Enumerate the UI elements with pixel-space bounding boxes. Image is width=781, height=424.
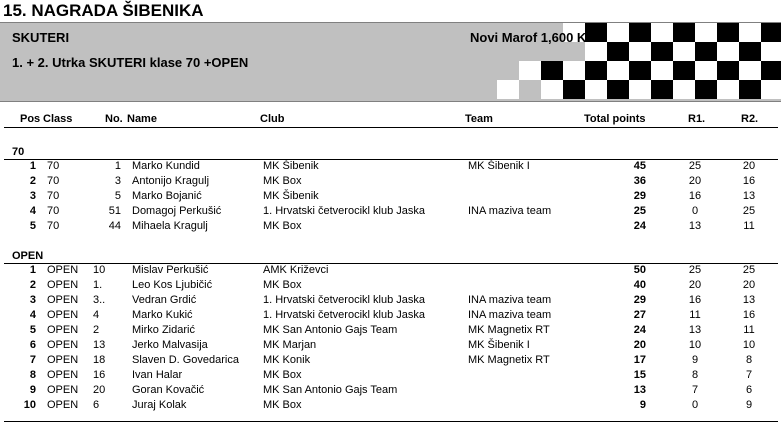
cell-r2: 11 (743, 324, 755, 336)
cell-name: Domagoj Perkušić (132, 205, 222, 217)
header-club: Club (260, 113, 285, 125)
cell-r1: 10 (688, 339, 702, 351)
table-row (0, 309, 781, 324)
cell-r1: 7 (691, 384, 699, 396)
race-banner (0, 22, 781, 102)
table-row (0, 324, 781, 339)
cell-no: 4 (93, 309, 100, 321)
cell-class: OPEN (47, 354, 79, 366)
cell-class: OPEN (47, 384, 79, 396)
cell-pos: 9 (29, 384, 36, 396)
flag-square (673, 80, 695, 99)
cell-r2: 8 (745, 354, 753, 366)
cell-team: MK Magnetix RT (468, 354, 550, 366)
cell-club: MK Box (263, 220, 302, 232)
flag-square (739, 80, 761, 99)
cell-club: 1. Hrvatski četverocikl klub Jaska (263, 205, 425, 217)
cell-pos: 2 (29, 279, 36, 291)
cell-r1: 16 (688, 294, 702, 306)
flag-square (541, 61, 563, 80)
flag-square (673, 23, 695, 42)
cell-total-points: 36 (633, 175, 646, 187)
cell-no: 51 (108, 205, 121, 217)
cell-pos: 3 (29, 190, 36, 202)
flag-square (651, 23, 673, 42)
category-label: SKUTERI (12, 30, 70, 45)
cell-club: AMK Križevci (263, 264, 329, 276)
flag-square (519, 80, 541, 99)
flag-square (739, 42, 761, 61)
cell-pos: 7 (29, 354, 36, 366)
cell-club: MK Box (263, 175, 302, 187)
cell-team: MK Šibenik I (468, 339, 530, 351)
venue-label: Novi Marof 1,600 Km (470, 30, 598, 45)
flag-square (695, 23, 717, 42)
flag-square (629, 80, 651, 99)
cell-r2: 20 (742, 279, 756, 291)
cell-total-points: 25 (633, 205, 646, 217)
table-row (0, 205, 781, 220)
cell-r2: 6 (745, 384, 753, 396)
header-no: No. (105, 113, 123, 125)
cell-class: OPEN (47, 294, 79, 306)
table-row (0, 399, 781, 414)
cell-pos: 6 (29, 339, 36, 351)
cell-no: 44 (108, 220, 121, 232)
cell-r1: 13 (688, 220, 702, 232)
table-row (0, 175, 781, 190)
cell-r2: 16 (742, 175, 756, 187)
table-row (0, 294, 781, 309)
cell-name: Marko Kukić (132, 309, 193, 321)
flag-square (629, 61, 651, 80)
cell-pos: 5 (29, 220, 36, 232)
cell-class: OPEN (47, 324, 79, 336)
cell-pos: 5 (29, 324, 36, 336)
cell-name: Antonijo Kragulj (132, 175, 210, 187)
cell-pos: 3 (29, 294, 36, 306)
cell-pos: 2 (29, 175, 36, 187)
cell-pos: 4 (29, 205, 36, 217)
cell-r1: 25 (688, 160, 702, 172)
header-total-points: Total points (584, 113, 646, 125)
cell-class: OPEN (47, 264, 79, 276)
header-team: Team (465, 113, 493, 125)
flag-square (695, 42, 717, 61)
cell-r2: 7 (745, 369, 753, 381)
page-title: 15. NAGRADA ŠIBENIKA (3, 1, 204, 20)
table-row (0, 279, 781, 294)
cell-no: 16 (93, 369, 106, 381)
flag-square (739, 23, 761, 42)
cell-club: MK Marjan (263, 339, 317, 351)
cell-name: Mirko Zidarić (132, 324, 195, 336)
cell-class: OPEN (47, 279, 79, 291)
cell-club: MK Konik (263, 354, 311, 366)
header-name: Name (127, 113, 157, 125)
cell-total-points: 20 (633, 339, 646, 351)
flag-square (717, 23, 739, 42)
cell-r1: 20 (688, 279, 702, 291)
flag-square (761, 23, 781, 42)
cell-pos: 1 (29, 160, 36, 172)
cell-total-points: 13 (633, 384, 646, 396)
flag-square (651, 42, 673, 61)
cell-club: MK Šibenik (263, 160, 319, 172)
cell-team: INA maziva team (468, 205, 552, 217)
header-pos: Pos (20, 113, 41, 125)
cell-class: 70 (47, 205, 60, 217)
cell-name: Vedran Grdić (132, 294, 197, 306)
cell-team: INA maziva team (468, 309, 552, 321)
cell-class: 70 (47, 175, 60, 187)
cell-club: MK Šibenik (263, 190, 319, 202)
header-class: Class (43, 113, 73, 125)
cell-r2: 13 (742, 294, 756, 306)
cell-club: MK Box (263, 399, 302, 411)
cell-club: MK San Antonio Gajs Team (263, 324, 398, 336)
cell-r2: 9 (745, 399, 753, 411)
flag-square (673, 61, 695, 80)
cell-no: 3.. (93, 294, 106, 306)
flag-square (563, 80, 585, 99)
cell-r2: 20 (742, 160, 756, 172)
cell-r2: 10 (742, 339, 756, 351)
table-bottom-divider (4, 421, 778, 422)
cell-no: 3 (114, 175, 121, 187)
cell-class: 70 (47, 220, 60, 232)
cell-total-points: 27 (633, 309, 646, 321)
header-divider (4, 127, 778, 128)
cell-no: 2 (93, 324, 100, 336)
table-row (0, 264, 781, 279)
table-row (0, 160, 781, 175)
cell-club: MK San Antonio Gajs Team (263, 384, 398, 396)
table-row (0, 339, 781, 354)
cell-total-points: 29 (633, 294, 646, 306)
cell-r1: 25 (688, 264, 702, 276)
cell-club: 1. Hrvatski četverocikl klub Jaska (263, 309, 425, 321)
cell-name: Mihaela Kragulj (132, 220, 208, 232)
flag-square (761, 42, 781, 61)
header-r2: R2. (741, 113, 759, 125)
flag-square (673, 42, 695, 61)
cell-class: OPEN (47, 399, 79, 411)
flag-square (717, 42, 739, 61)
cell-no: 1 (114, 160, 121, 172)
cell-name: Jerko Malvasija (132, 339, 208, 351)
cell-class: 70 (47, 190, 60, 202)
cell-team: MK Šibenik I (468, 160, 530, 172)
flag-square (607, 42, 629, 61)
cell-no: 6 (93, 399, 100, 411)
table-row (0, 369, 781, 384)
cell-name: Slaven D. Govedarica (132, 354, 239, 366)
flag-square (563, 61, 585, 80)
flag-square (497, 80, 519, 99)
race-label: 1. + 2. Utrka SKUTERI klase 70 +OPEN (12, 55, 249, 70)
cell-team: MK Magnetix RT (468, 324, 550, 336)
cell-total-points: 50 (633, 264, 646, 276)
table-row (0, 384, 781, 399)
flag-square (629, 23, 651, 42)
cell-r1: 8 (691, 369, 699, 381)
cell-class: 70 (47, 160, 60, 172)
cell-r2: 16 (742, 309, 756, 321)
cell-total-points: 17 (633, 354, 646, 366)
cell-club: MK Box (263, 369, 302, 381)
cell-total-points: 15 (633, 369, 646, 381)
flag-square (739, 61, 761, 80)
cell-pos: 8 (29, 369, 36, 381)
flag-square (607, 80, 629, 99)
cell-pos: 1 (29, 264, 36, 276)
cell-no: 5 (114, 190, 121, 202)
cell-class: OPEN (47, 309, 79, 321)
table-row (0, 190, 781, 205)
flag-square (585, 80, 607, 99)
table-row (0, 220, 781, 235)
cell-no: 20 (93, 384, 106, 396)
cell-r1: 11 (689, 309, 701, 321)
flag-square (629, 42, 651, 61)
flag-square (497, 61, 519, 80)
cell-no: 18 (93, 354, 106, 366)
cell-r2: 25 (742, 264, 756, 276)
flag-square (607, 61, 629, 80)
cell-total-points: 45 (633, 160, 646, 172)
cell-name: Leo Kos Ljubičić (132, 279, 213, 291)
cell-club: 1. Hrvatski četverocikl klub Jaska (263, 294, 425, 306)
cell-pos: 10 (23, 399, 36, 411)
flag-square (607, 23, 629, 42)
cell-name: Goran Kovačić (132, 384, 205, 396)
section-label: OPEN (12, 250, 44, 262)
cell-total-points: 9 (639, 399, 646, 411)
cell-r1: 0 (691, 399, 699, 411)
cell-r2: 25 (742, 205, 756, 217)
section-label: 70 (12, 146, 25, 158)
cell-class: OPEN (47, 369, 79, 381)
cell-name: Juraj Kolak (132, 399, 187, 411)
flag-square (761, 80, 781, 99)
cell-club: MK Box (263, 279, 302, 291)
flag-square (585, 61, 607, 80)
flag-square (541, 80, 563, 99)
cell-r1: 13 (688, 324, 702, 336)
flag-square (695, 61, 717, 80)
flag-square (695, 80, 717, 99)
flag-square (651, 61, 673, 80)
cell-pos: 4 (29, 309, 36, 321)
flag-square (519, 61, 541, 80)
cell-class: OPEN (47, 339, 79, 351)
flag-square (717, 61, 739, 80)
cell-r1: 9 (691, 354, 699, 366)
header-r1: R1. (688, 113, 706, 125)
flag-square (717, 80, 739, 99)
table-row (0, 354, 781, 369)
cell-total-points: 24 (633, 324, 646, 336)
cell-total-points: 29 (633, 190, 646, 202)
flag-square (651, 80, 673, 99)
flag-square (761, 61, 781, 80)
cell-name: Marko Kundid (132, 160, 200, 172)
cell-no: 13 (93, 339, 106, 351)
cell-name: Marko Bojanić (132, 190, 202, 202)
cell-no: 10 (93, 264, 106, 276)
cell-name: Mislav Perkušić (132, 264, 209, 276)
cell-total-points: 24 (633, 220, 646, 232)
cell-r1: 20 (688, 175, 702, 187)
cell-no: 1. (93, 279, 103, 291)
cell-r2: 13 (742, 190, 756, 202)
cell-team: INA maziva team (468, 294, 552, 306)
cell-name: Ivan Halar (132, 369, 183, 381)
cell-total-points: 40 (633, 279, 646, 291)
cell-r1: 16 (688, 190, 702, 202)
cell-r1: 0 (691, 205, 699, 217)
cell-r2: 11 (743, 220, 755, 232)
